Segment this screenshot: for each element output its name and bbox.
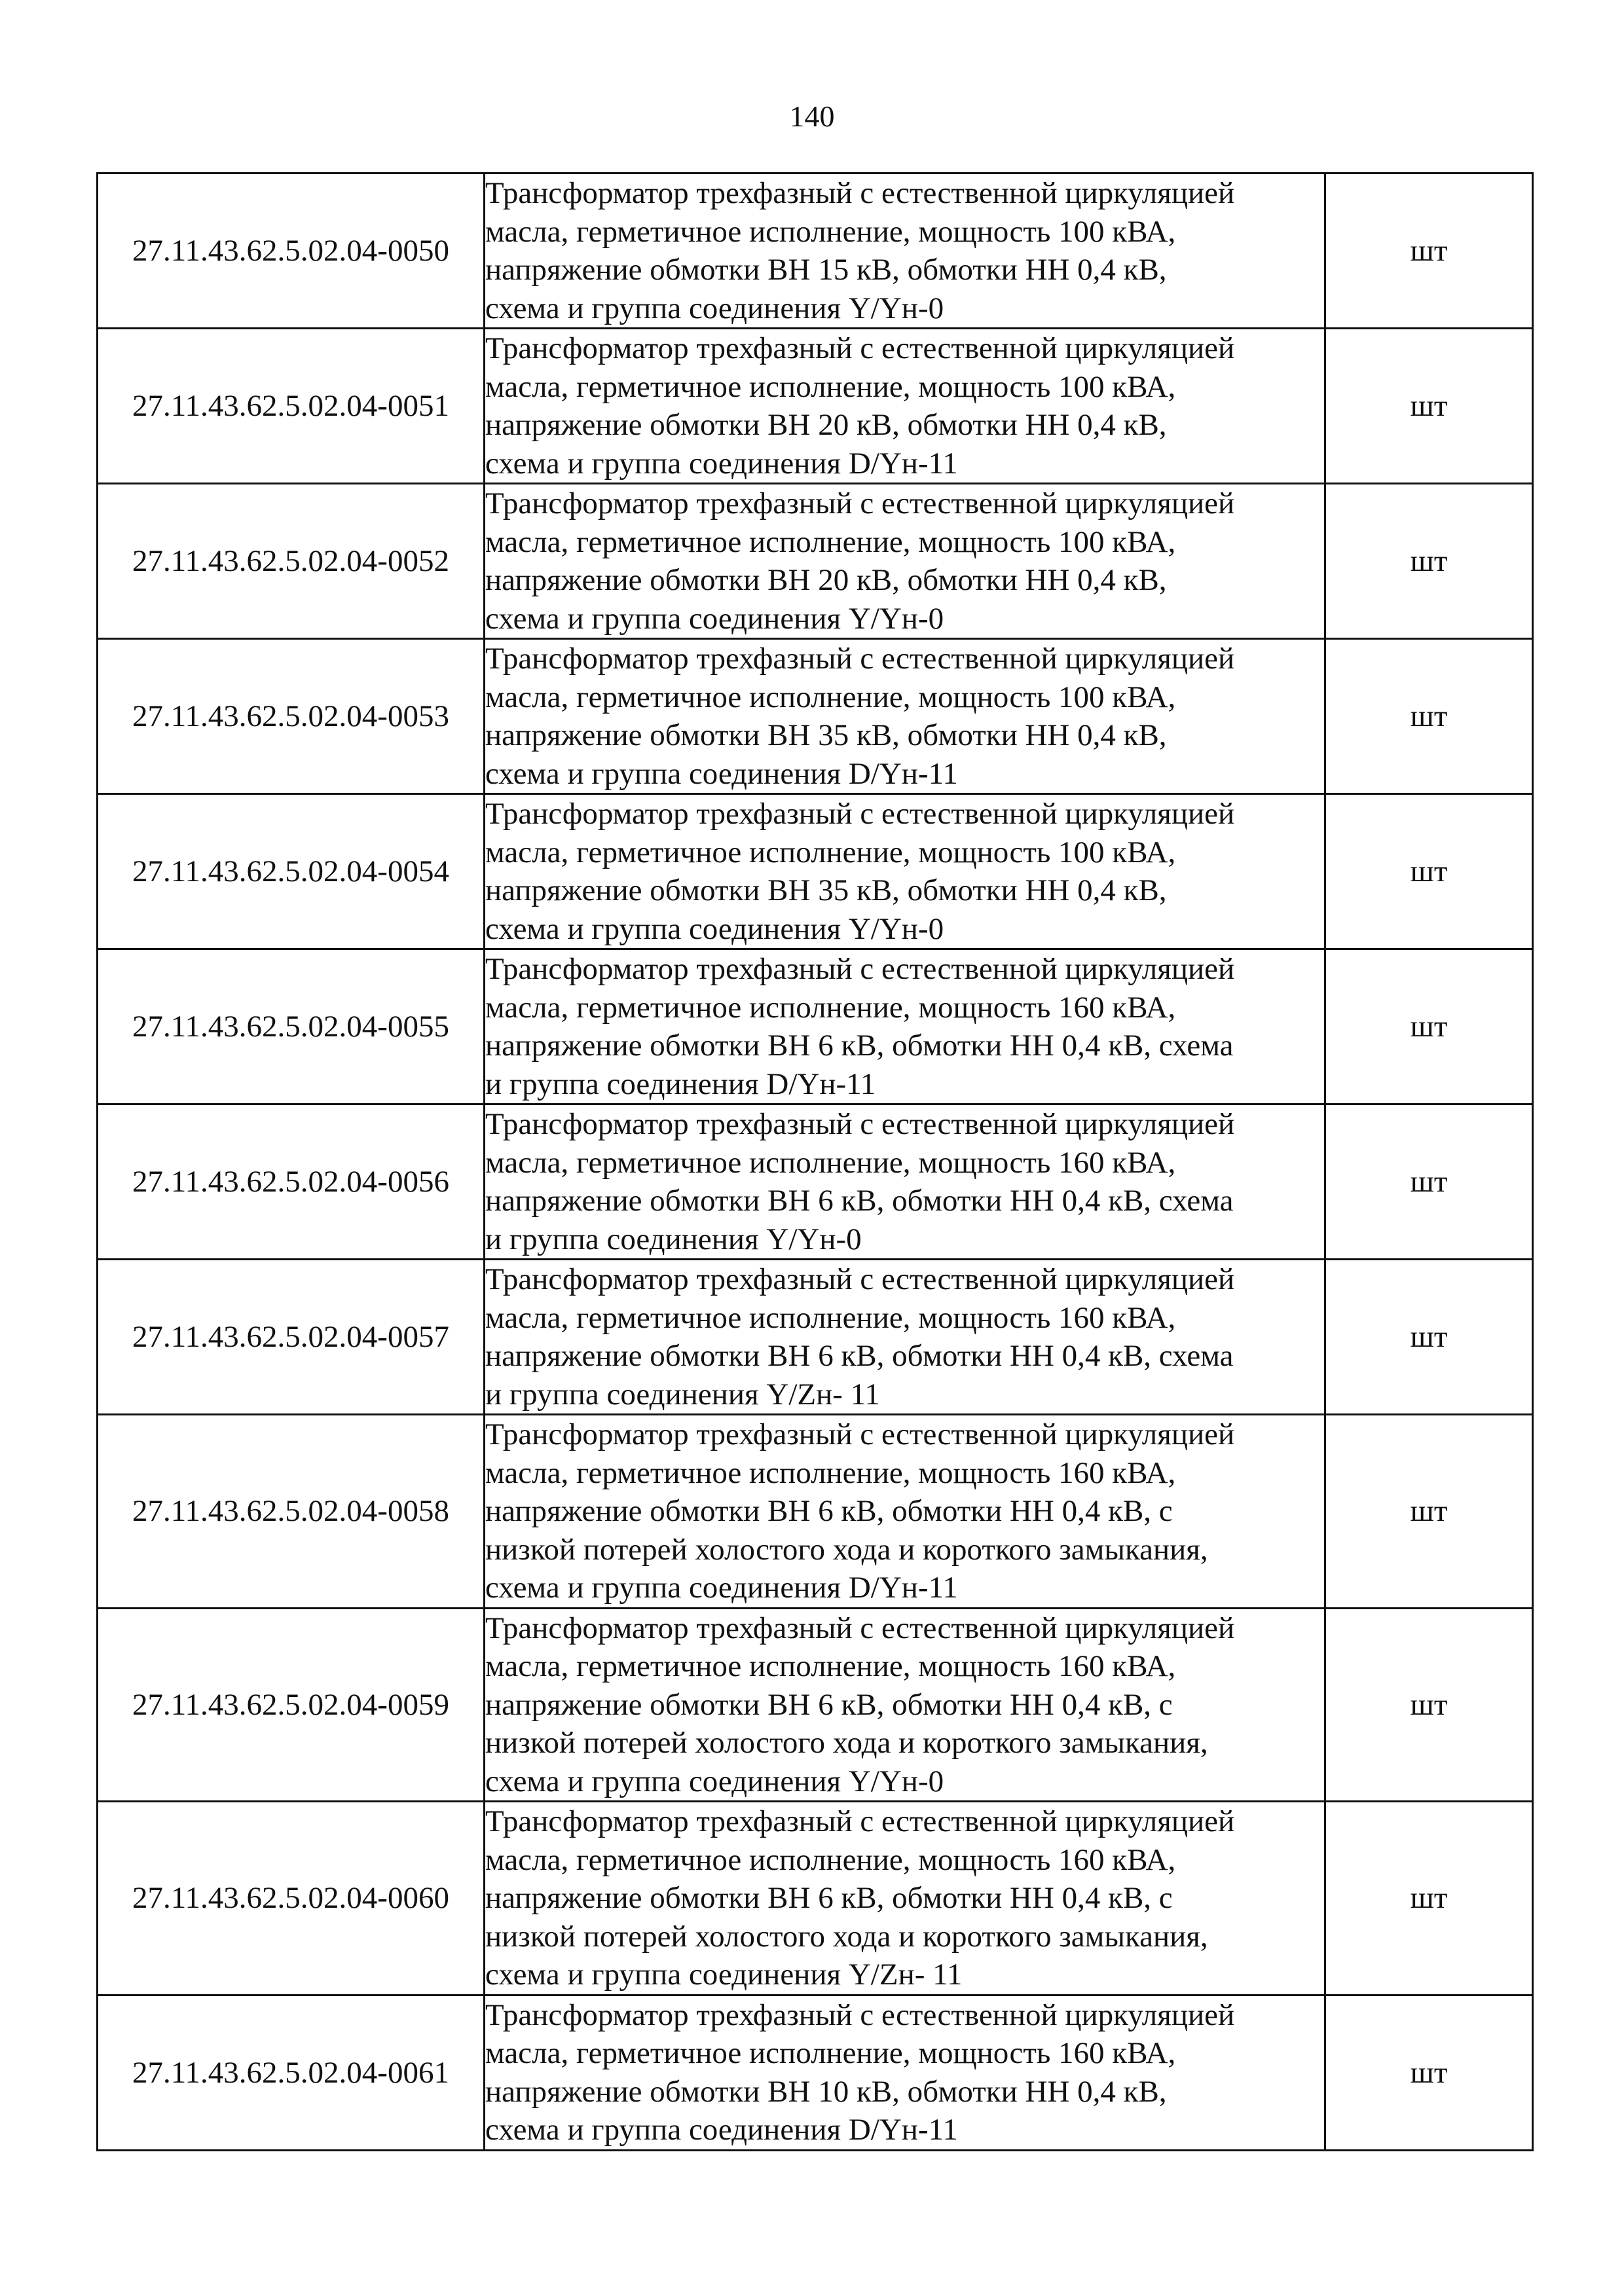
description-line: схема и группа соединения Y/Yн-0: [485, 911, 944, 946]
table-row: [98, 1608, 1533, 1802]
description-line: Трансформатор трехфазный с естественной циркуляцией: [485, 642, 1235, 676]
description-line: Трансформатор трехфазный с естественной циркуляцией: [485, 1997, 1235, 2032]
description-line: Трансформатор трехфазный с естественной циркуляцией: [485, 797, 1235, 831]
resource-code: 27.11.43.62.5.02.04-0061: [98, 1995, 485, 2150]
description-line: напряжение обмотки ВН 10 кВ, обмотки НН 0,4 кВ,: [485, 2074, 1167, 2109]
unit-of-measure: шт: [1325, 173, 1533, 329]
description-line: масла, герметичное исполнение, мощность 160 кВА,: [485, 2036, 1176, 2070]
description-line: схема и группа соединения Y/Yн-0: [485, 291, 944, 325]
resource-description: [485, 329, 1325, 484]
resource-description: [485, 173, 1325, 329]
unit-of-measure: шт: [1325, 1608, 1533, 1802]
description-line: Трансформатор трехфазный с естественной циркуляцией: [485, 952, 1235, 986]
description-line: напряжение обмотки ВН 20 кВ, обмотки НН 0,4 кВ,: [485, 563, 1167, 597]
description-line: Трансформатор трехфазный с естественной циркуляцией: [485, 1262, 1235, 1296]
resource-description: [485, 1995, 1325, 2150]
resource-description: [485, 1104, 1325, 1260]
description-line: низкой потерей холостого хода и короткого замыкания,: [485, 1919, 1208, 1954]
unit-of-measure: шт: [1325, 639, 1533, 794]
description-line: Трансформатор трехфазный с естественной циркуляцией: [485, 1611, 1235, 1645]
resource-description: [485, 1415, 1325, 1609]
description-line: напряжение обмотки ВН 6 кВ, обмотки НН 0,4 кВ, с: [485, 1494, 1173, 1528]
resource-code: 27.11.43.62.5.02.04-0060: [98, 1802, 485, 1995]
resource-description: [485, 1608, 1325, 1802]
resource-code: 27.11.43.62.5.02.04-0050: [98, 173, 485, 329]
description-line: и группа соединения Y/Zн- 11: [485, 1377, 880, 1412]
description-line: схема и группа соединения D/Yн-11: [485, 2113, 958, 2147]
resource-code: 27.11.43.62.5.02.04-0051: [98, 329, 485, 484]
unit-of-measure: шт: [1325, 1802, 1533, 1995]
description-line: схема и группа соединения D/Yн-11: [485, 446, 958, 481]
table-body: [98, 173, 1533, 2151]
description-line: напряжение обмотки ВН 6 кВ, обмотки НН 0,4 кВ, с: [485, 1687, 1173, 1722]
description-line: масла, герметичное исполнение, мощность 160 кВА,: [485, 1455, 1176, 1490]
description-line: и группа соединения D/Yн-11: [485, 1066, 876, 1101]
unit-of-measure: шт: [1325, 1260, 1533, 1415]
unit-of-measure: шт: [1325, 484, 1533, 639]
resource-code: 27.11.43.62.5.02.04-0057: [98, 1260, 485, 1415]
description-line: Трансформатор трехфазный с естественной циркуляцией: [485, 1107, 1235, 1141]
description-line: масла, герметичное исполнение, мощность 100 кВА,: [485, 524, 1176, 559]
description-line: схема и группа соединения Y/Yн-0: [485, 601, 944, 636]
description-line: Трансформатор трехфазный с естественной циркуляцией: [485, 331, 1235, 365]
resource-description: [485, 639, 1325, 794]
description-line: Трансформатор трехфазный с естественной циркуляцией: [485, 486, 1235, 520]
resource-description: [485, 949, 1325, 1104]
description-line: масла, герметичное исполнение, мощность 160 кВА,: [485, 1300, 1176, 1335]
unit-of-measure: шт: [1325, 329, 1533, 484]
resource-code: 27.11.43.62.5.02.04-0053: [98, 639, 485, 794]
description-line: схема и группа соединения D/Yн-11: [485, 756, 958, 791]
table-row: [98, 949, 1533, 1104]
page-number: 140: [789, 100, 835, 133]
table-row: [98, 1995, 1533, 2150]
description-line: масла, герметичное исполнение, мощность 100 кВА,: [485, 680, 1176, 714]
description-line: масла, герметичное исполнение, мощность 100 кВА,: [485, 214, 1176, 249]
description-line: Трансформатор трехфазный с естественной циркуляцией: [485, 1804, 1235, 1838]
description-line: и группа соединения Y/Yн-0: [485, 1222, 862, 1256]
resource-code: 27.11.43.62.5.02.04-0058: [98, 1415, 485, 1609]
resource-code: 27.11.43.62.5.02.04-0059: [98, 1608, 485, 1802]
resource-description: [485, 1260, 1325, 1415]
description-line: низкой потерей холостого хода и короткого замыкания,: [485, 1532, 1208, 1567]
description-line: масла, герметичное исполнение, мощность 160 кВА,: [485, 1842, 1176, 1877]
unit-of-measure: шт: [1325, 949, 1533, 1104]
table-row: [98, 329, 1533, 484]
description-line: напряжение обмотки ВН 20 кВ, обмотки НН 0,4 кВ,: [485, 408, 1167, 442]
description-line: напряжение обмотки ВН 6 кВ, обмотки НН 0,4 кВ, схема: [485, 1029, 1234, 1063]
unit-of-measure: шт: [1325, 1104, 1533, 1260]
resource-code: 27.11.43.62.5.02.04-0052: [98, 484, 485, 639]
table-row: [98, 1415, 1533, 1609]
description-line: масла, герметичное исполнение, мощность 100 кВА,: [485, 369, 1176, 404]
table-row: [98, 639, 1533, 794]
resource-description: [485, 1802, 1325, 1995]
description-line: Трансформатор трехфазный с естественной циркуляцией: [485, 1417, 1235, 1451]
description-line: схема и группа соединения D/Yн-11: [485, 1571, 958, 1605]
table-row: [98, 794, 1533, 949]
table-row: [98, 173, 1533, 329]
description-line: масла, герметичное исполнение, мощность 100 кВА,: [485, 835, 1176, 869]
description-line: напряжение обмотки ВН 6 кВ, обмотки НН 0,4 кВ, с: [485, 1881, 1173, 1915]
description-line: Трансформатор трехфазный с естественной циркуляцией: [485, 176, 1235, 210]
description-line: напряжение обмотки ВН 6 кВ, обмотки НН 0,4 кВ, схема: [485, 1339, 1234, 1373]
table-row: [98, 484, 1533, 639]
description-line: напряжение обмотки ВН 35 кВ, обмотки НН 0,4 кВ,: [485, 873, 1167, 907]
unit-of-measure: шт: [1325, 1415, 1533, 1609]
description-line: масла, герметичное исполнение, мощность 160 кВА,: [485, 1649, 1176, 1683]
description-line: напряжение обмотки ВН 35 кВ, обмотки НН 0,4 кВ,: [485, 718, 1167, 752]
resource-catalog-table: [96, 172, 1534, 2151]
table-row: [98, 1802, 1533, 1995]
description-line: напряжение обмотки ВН 15 кВ, обмотки НН 0,4 кВ,: [485, 253, 1167, 287]
table-row: [98, 1260, 1533, 1415]
resource-description: [485, 794, 1325, 949]
table-row: [98, 1104, 1533, 1260]
description-line: напряжение обмотки ВН 6 кВ, обмотки НН 0,4 кВ, схема: [485, 1184, 1234, 1218]
description-line: схема и группа соединения Y/Zн- 11: [485, 1958, 963, 1992]
unit-of-measure: шт: [1325, 794, 1533, 949]
resource-description: [485, 484, 1325, 639]
unit-of-measure: шт: [1325, 1995, 1533, 2150]
resource-code: 27.11.43.62.5.02.04-0055: [98, 949, 485, 1104]
description-line: масла, герметичное исполнение, мощность 160 кВА,: [485, 990, 1176, 1025]
description-line: масла, герметичное исполнение, мощность 160 кВА,: [485, 1145, 1176, 1180]
description-line: низкой потерей холостого хода и короткого замыкания,: [485, 1726, 1208, 1760]
resource-code: 27.11.43.62.5.02.04-0054: [98, 794, 485, 949]
resource-code: 27.11.43.62.5.02.04-0056: [98, 1104, 485, 1260]
description-line: схема и группа соединения Y/Yн-0: [485, 1764, 944, 1798]
